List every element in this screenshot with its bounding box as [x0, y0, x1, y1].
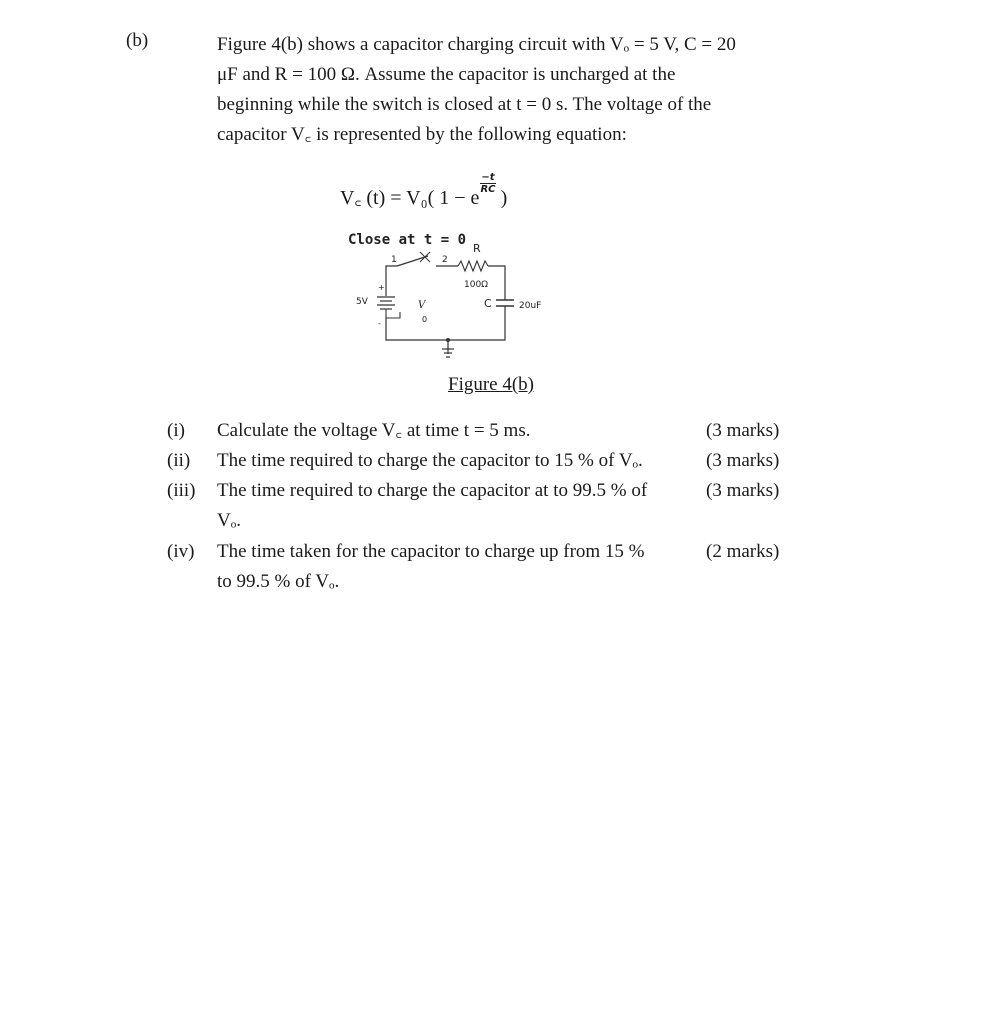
question-number: (iii)	[167, 480, 196, 501]
question-marks: (3 marks)	[706, 420, 780, 441]
question-marks: (3 marks)	[706, 480, 780, 501]
part-label: (b)	[126, 30, 149, 51]
question-text: The time required to charge the capacitor to 15 % of Vₒ.	[217, 450, 643, 471]
capacitor-label: C	[484, 297, 492, 310]
exponent-numerator: −t	[481, 172, 495, 183]
wire-left-top	[386, 266, 397, 285]
intro-paragraph	[217, 30, 797, 150]
capacitor-value: 20uF	[519, 301, 542, 311]
node-1-label: 1	[391, 255, 397, 265]
exponent-denominator: RC	[480, 184, 496, 195]
question-marks: (3 marks)	[706, 450, 780, 471]
resistor-value: 100Ω	[464, 280, 489, 290]
equation-exponent	[480, 172, 495, 195]
source-plus: +	[378, 283, 385, 292]
question-number: (i)	[167, 420, 185, 441]
question-text: Calculate the voltage V꜀ at time t = 5 ms.	[217, 420, 531, 441]
resistor-symbol	[458, 261, 488, 271]
question-text-cont: to 99.5 % of Vₒ.	[217, 571, 340, 592]
question-text-cont: Vₒ.	[217, 510, 241, 531]
node-2-label: 2	[442, 255, 448, 265]
wire-bottom	[386, 306, 505, 340]
figure-caption: Figure 4(b)	[448, 374, 535, 395]
question-text: The time taken for the capacitor to charge up from 15 %	[217, 541, 645, 562]
intro-line: capacitor V꜀ is represented by the following equation:	[217, 124, 627, 145]
circuit-diagram	[340, 222, 580, 367]
wire-source-bottom	[386, 309, 400, 318]
equation-main: V꜀ (t) = V₀( 1 − e	[340, 187, 480, 209]
source-minus: -	[378, 319, 381, 328]
wire-right	[488, 266, 505, 300]
resistor-label: R	[473, 242, 481, 255]
intro-line: beginning while the switch is closed at t = 0 s. The voltage of the	[217, 94, 712, 115]
switch-blade	[397, 256, 428, 266]
question-number: (iv)	[167, 541, 195, 562]
source-value: 5V	[356, 297, 368, 307]
question-marks: (2 marks)	[706, 541, 780, 562]
switch-label: Close at t = 0	[348, 232, 467, 248]
question-number: (ii)	[167, 450, 191, 471]
equation-close: )	[495, 187, 508, 209]
source-label-v: V	[418, 300, 426, 311]
intro-line: μF and R = 100 Ω. Assume the capacitor is uncharged at the	[217, 64, 676, 85]
intro-line: Figure 4(b) shows a capacitor charging circuit with Vₒ = 5 V, C = 20	[217, 34, 736, 55]
charging-equation	[340, 172, 507, 210]
question-text: The time required to charge the capacitor at to 99.5 % of	[217, 480, 648, 501]
source-label-sub: 0	[422, 315, 428, 324]
switch-cross-icon	[420, 252, 430, 262]
